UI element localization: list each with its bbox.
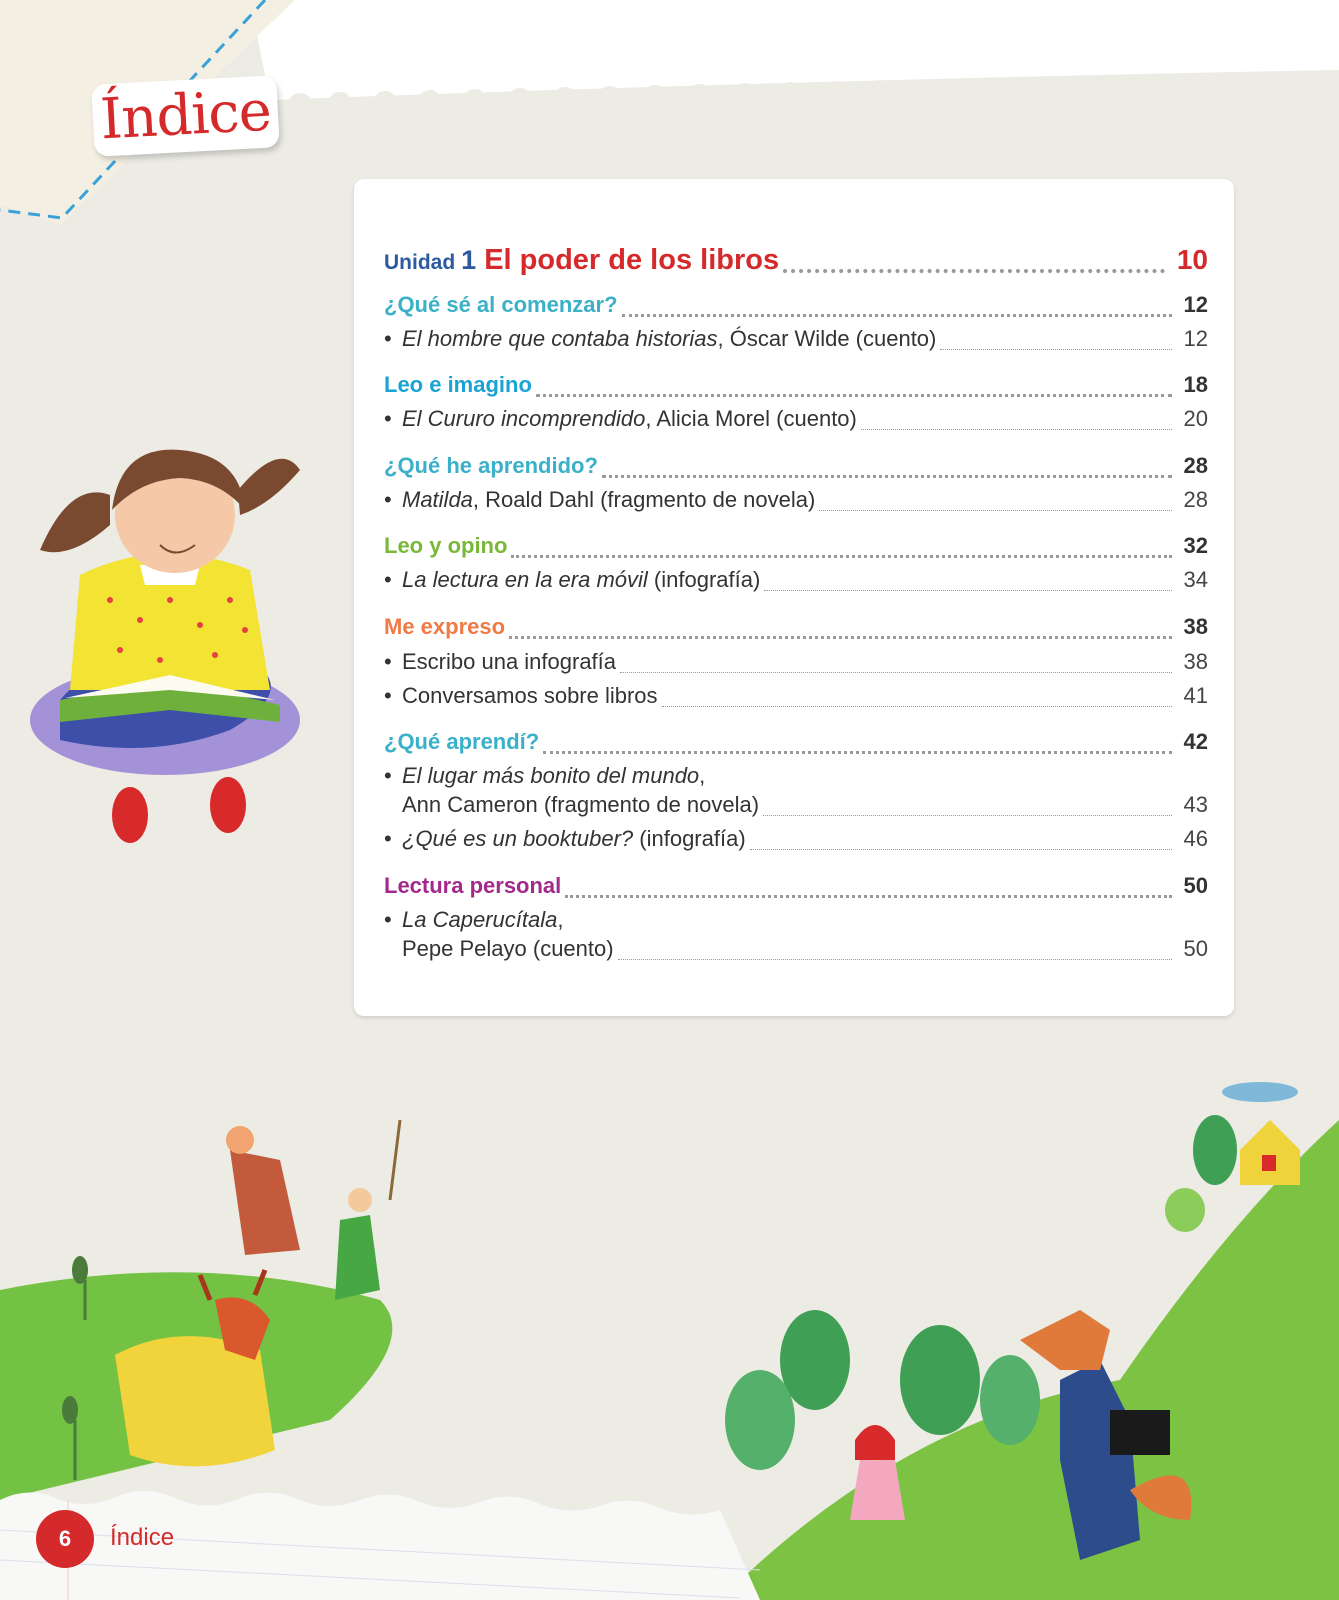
item-page: 34 — [1183, 567, 1208, 592]
bullet-icon: • — [384, 763, 392, 788]
page-number: 6 — [58, 1526, 72, 1551]
bottom-left-illustration — [0, 1120, 400, 1500]
bullet-icon: • — [384, 326, 392, 351]
toc-item[interactable] — [384, 567, 1208, 597]
leader-dots — [511, 555, 1171, 558]
toc-item[interactable] — [384, 763, 1208, 793]
toc-item[interactable] — [384, 326, 1208, 356]
section-title: Me expreso — [384, 614, 506, 639]
bullet-icon: • — [384, 683, 392, 708]
toc-section[interactable] — [384, 453, 1208, 483]
item-page: 12 — [1183, 326, 1208, 351]
leader-dots — [819, 510, 1171, 511]
toc-item[interactable] — [384, 907, 1208, 937]
section-page: 28 — [1183, 453, 1208, 478]
item-text: Pepe Pelayo (cuento) — [402, 936, 614, 961]
item-text: El Cururo incomprendido, Alicia Morel (cuento) — [402, 406, 857, 431]
toc-item[interactable] — [384, 487, 1208, 517]
toc-section[interactable] — [384, 729, 1208, 759]
item-text: El lugar más bonito del mundo, — [402, 763, 706, 788]
leader-dots — [509, 636, 1171, 639]
item-text: El hombre que contaba historias, Óscar Wilde (cuento) — [402, 326, 937, 351]
item-page: 43 — [1183, 792, 1208, 817]
page-title: Índice — [98, 78, 273, 153]
item-page: 50 — [1183, 936, 1208, 961]
section-page: 18 — [1183, 372, 1208, 397]
toc-item[interactable] — [384, 406, 1208, 436]
bullet-icon: • — [384, 907, 392, 932]
section-page: 32 — [1183, 533, 1208, 558]
toc-item[interactable] — [384, 826, 1208, 856]
item-text: Escribo una infografía — [402, 649, 617, 674]
leader-dots — [622, 314, 1172, 317]
bullet-icon: • — [384, 649, 392, 674]
section-title: Lectura personal — [384, 873, 562, 898]
item-text: Ann Cameron (fragmento de novela) — [402, 792, 760, 817]
item-text: Conversamos sobre libros — [402, 683, 658, 708]
section-page: 12 — [1183, 292, 1208, 317]
leader-dots — [763, 815, 1171, 816]
unit-word: Unidad — [384, 251, 456, 274]
leader-dots — [602, 475, 1172, 478]
bottom-right-illustration — [720, 1082, 1339, 1600]
toc-section[interactable] — [384, 372, 1208, 402]
leader-dots — [750, 849, 1172, 850]
section-title: Leo e imagino — [384, 372, 532, 397]
bullet-icon: • — [384, 567, 392, 592]
toc-section[interactable] — [384, 292, 1208, 322]
unit-page: 10 — [1176, 244, 1208, 275]
section-title: Leo y opino — [384, 533, 508, 558]
item-text: ¿Qué es un booktuber? (infografía) — [402, 826, 746, 851]
title-badge — [91, 75, 280, 157]
leader-dots — [940, 349, 1171, 350]
section-title: ¿Qué aprendí? — [384, 729, 540, 754]
leader-dots — [618, 959, 1172, 960]
bullet-icon: • — [384, 487, 392, 512]
toc-section[interactable] — [384, 873, 1208, 903]
toc-item[interactable] — [384, 683, 1208, 713]
leader-dots — [620, 672, 1171, 673]
item-text: Matilda, Roald Dahl (fragmento de novela) — [402, 487, 816, 512]
item-page: 20 — [1183, 406, 1208, 431]
footer-label: Índice — [110, 1524, 175, 1551]
section-title: ¿Qué sé al comenzar? — [384, 292, 618, 317]
toc-card — [354, 179, 1234, 1016]
unit-heading[interactable] — [384, 244, 1208, 280]
unit-number: 1 — [461, 245, 477, 275]
bullet-icon: • — [384, 406, 392, 431]
section-title: ¿Qué he aprendido? — [384, 453, 598, 478]
toc-item-continuation[interactable] — [384, 792, 1208, 822]
section-page: 42 — [1183, 729, 1208, 754]
section-page: 50 — [1183, 873, 1208, 898]
toc-section[interactable] — [384, 614, 1208, 644]
leader-dots — [662, 706, 1172, 707]
item-text: La lectura en la era móvil (infografía) — [402, 567, 761, 592]
leader-dots — [565, 895, 1171, 898]
item-page: 46 — [1183, 826, 1208, 851]
item-page: 38 — [1183, 649, 1208, 674]
leader-dots — [543, 751, 1171, 754]
leader-dots — [783, 269, 1165, 273]
page-number-badge — [36, 1510, 94, 1568]
item-page: 41 — [1183, 683, 1208, 708]
section-page: 38 — [1183, 614, 1208, 639]
toc-item-continuation[interactable] — [384, 936, 1208, 966]
item-text: La Caperucítala, — [402, 907, 564, 932]
leader-dots — [764, 590, 1171, 591]
leader-dots — [861, 429, 1172, 430]
item-page: 28 — [1183, 487, 1208, 512]
unit-title: El poder de los libros — [484, 244, 780, 276]
girl-reading-illustration — [30, 450, 300, 843]
leader-dots — [536, 394, 1172, 397]
toc-item[interactable] — [384, 649, 1208, 679]
bullet-icon: • — [384, 826, 392, 851]
toc-section[interactable] — [384, 533, 1208, 563]
